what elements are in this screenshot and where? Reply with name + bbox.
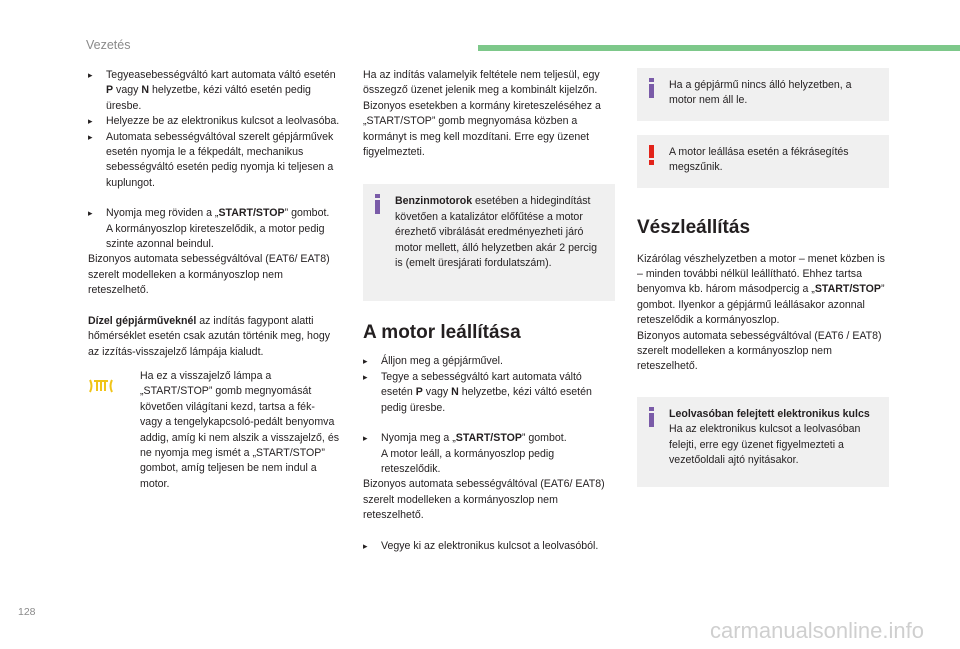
list-item: ▸ Nyomja meg röviden a „START/STOP” gombot. A kormányoszlop kireteszelődik, a motor pedig szinte azonnal beindul. [88,206,340,252]
paragraph-gearbox-2: Bizonyos automata sebességváltóval (EAT6/ EAT8) szerelt modelleken a kormányoszlop nem reteszelhető. [363,478,605,522]
info-callout-key: Leolvasóban felejtett elektronikus kulcs Ha az elektronikus kulcsot a leolvasóban felejti, erre egy üzenet figyelmezteti a vezetőoldali ajtó nyitásakor. [637,397,889,487]
triangle-right-icon: ▸ [88,131,93,142]
triangle-right-icon: ▸ [363,371,368,382]
list-item: ▸ Tegyeasebességváltó kart automata váltó esetén P vagy N helyzetbe, kézi váltó esetén pedig üresbe. [88,68,340,114]
glow-plug-note: Ha ez a visszajelző lámpa a „START/STOP” gomb megnyomását követően világítani kezd, tartsa a fék- vagy a tengelykapcsoló-pedált benyomva addig, amíg ki nem alszik a visszajelző, és ne nyomja meg ismét a „START/STOP” gombot, amíg teljesen be nem indul a motor. [88,369,340,492]
column-2 [363,68,615,554]
paragraph-diesel: Dízel gépjárműveknél az indítás fagypont alatti hőmérséklet esetén csak azután történik meg, hogy az izzítás-visszajelző lámpája kialudt. [88,314,331,358]
column-1 [88,68,340,492]
paragraph-gearbox-3: Bizonyos automata sebességváltóval (EAT6 / EAT8) szerelt modelleken a kormányoszlop nem reteszelhető. [637,329,882,373]
page-number: 128 [18,606,36,618]
list-item: ▸ Álljon meg a gépjárművel. [363,354,615,369]
info-callout-moving: Ha a gépjármű nincs álló helyzetben, a motor nem áll le. [637,68,889,121]
column-3 [637,68,889,487]
section-title-emergency-stop: Vészleállítás [637,216,751,238]
exclamation-icon [645,145,661,161]
paragraph-gearbox: Bizonyos automata sebességváltóval (EAT6/ EAT8) szerelt modelleken a kormányoszlop nem reteszelhető. [88,253,330,297]
paragraph-conditions: Ha az indítás valamelyik feltétele nem teljesül, egy összegző üzenet jelenik meg a kombinált kijelzőn. Bizonyos esetekben a kormány kireteszeléséhez a „START/STOP” gomb megnyomása közben a kormányt is meg kell mozdítani. Erre egy üzenet figyelmezteti. [363,69,601,159]
paragraph-emergency: Kizárólag vészhelyzetben a motor – menet közben is – minden további nélkül leállítható. Ehhez tartsa benyomva kb. három másodpercig a „START/STOP” gombot. Ilyenkor a gépjármű leállásakor azonnal reteszelődik a kormányoszlop. [637,252,885,327]
triangle-right-icon: ▸ [88,116,93,127]
section-header-title: Vezetés [86,38,131,52]
list-item: ▸ Helyezze be az elektronikus kulcsot a leolvasóba. [88,114,340,129]
triangle-right-icon: ▸ [88,70,93,80]
section-title-engine-stop: A motor leállítása [363,322,521,344]
watermark: carmanualsonline.info [709,618,924,643]
triangle-right-icon: ▸ [88,208,93,219]
list-item: ▸ Vegye ki az elektronikus kulcsot a leolvasóból. [363,539,615,554]
warning-callout-brake: A motor leállása esetén a fékrásegítés megszűnik. [637,135,889,188]
info-i-icon [645,78,661,94]
triangle-right-icon: ▸ [363,356,368,367]
section-header-bar [478,45,960,51]
info-i-icon [371,194,387,210]
info-i-icon [645,407,661,423]
triangle-right-icon: ▸ [363,540,368,551]
triangle-right-icon: ▸ [363,433,368,444]
list-item: ▸ Nyomja meg a „START/STOP” gombot. A motor leáll, a kormányoszlop pedig reteszelődik. [363,431,615,477]
list-item: ▸ Automata sebességváltóval szerelt gépjárművek esetén nyomja le a fékpedált, mechanikus sebességváltó esetén pedig nyomja ki teljesen a kuplungot. [88,130,340,192]
info-callout-petrol: Benzinmotorok esetében a hidegindítást követően a katalizátor előfűtése a motor érezhető vibrálását eredményezheti járó motor mellett, álló helyzetben akár 2 percig is (emelt üresjárati fordulatszám). [363,184,615,301]
glow-plug-icon [88,369,140,400]
list-item: ▸ Tegye a sebességváltó kart automata váltó esetén P vagy N helyzetbe, kézi váltó esetén pedig üresbe. [363,370,615,416]
